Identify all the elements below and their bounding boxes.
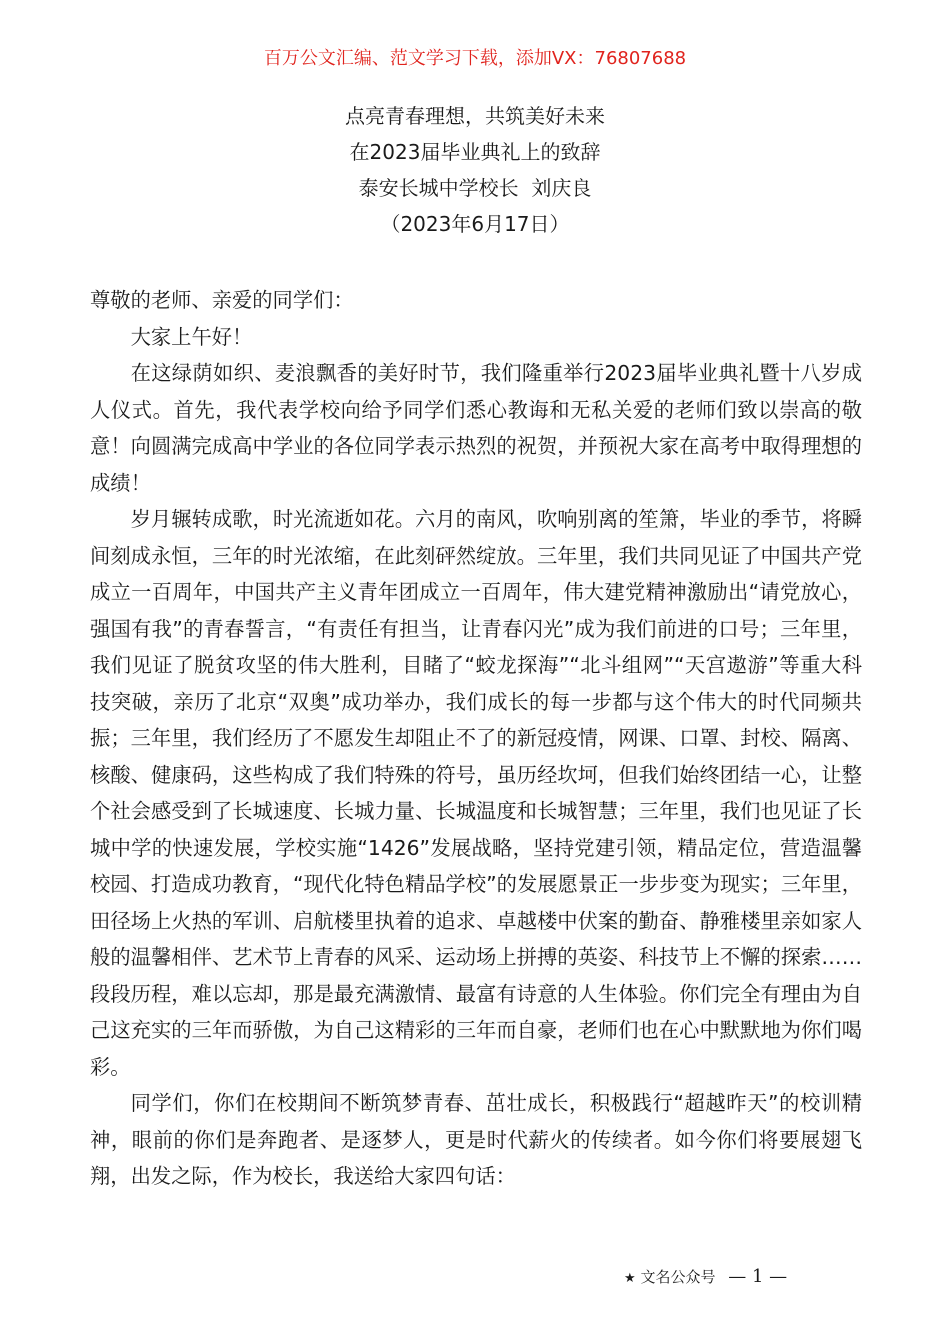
speech-body [90,282,862,1195]
paragraph-2: 岁月辗转成歌，时光流逝如花。六月的南风，吹响别离的笙箫，毕业的季节，将瞬间刻成永恒，三年的时光浓缩，在此刻砰然绽放。三年里，我们共同见证了中国共产党成立一百周年，中国共产主义青年团成立一百周年，伟大建党精神激励出“请党放心，强国有我”的青春誓言，“有责任有担当，让青春闪光”成为我们前进的口号；三年里，我们见证了脱贫攻坚的伟大胜利，目睹了“蛟龙探海”“北斗组网”“天宫遨游”等重大科技突破，亲历了北京“双奥”成功举办，我们成长的每一步都与这个伟大的时代同频共振；三年里，我们经历了不愿发生却阻止不了的新冠疫情，网课、口罩、封校、隔离、核酸、健康码，这些构成了我们特殊的符号，虽历经坎坷，但我们始终团结一心，让整个社会感受到了长城速度、长城力量、长城温度和长城智慧；三年里，我们也见证了长城中学的快速发展，学校实施“1426”发展战略，坚持党建引领，精品定位，营造温馨校园、打造成功教育，“现代化特色精品学校”的发展愿景正一步步变为现实；三年里，田径场上火热的军训、启航楼里执着的追求、卓越楼中伏案的勤奋、静雅楼里亲如家人般的温馨相伴、艺术节上青春的风采、运动场上拼搏的英姿、科技节上不懈的探索……段段历程，难以忘却，那是最充满激情、最富有诗意的人生体验。你们完全有理由为自己这充实的三年而骄傲，为自己这精彩的三年而自豪，老师们也在心中默默地为你们喝彩。 [90,507,862,1079]
page-number: — 1 — [728,1266,788,1287]
watermark-text: 百万公文汇编、范文学习下载，添加VX：76807688 [263,48,687,69]
speech-title: 点亮青春理想，共筑美好未来 [345,104,605,128]
star-icon: ★ [624,1271,636,1286]
salutation: 尊敬的老师、亲爱的同学们： [90,288,354,312]
footer-label: 文名公众号 [640,1268,716,1286]
paragraph-3: 同学们，你们在校期间不断筑梦青春、茁壮成长，积极践行“超越昨天”的校训精神，眼前的你们是奔跑者、是逐梦人，更是时代薪火的传续者。如今你们将要展翅飞翔，出发之际，作为校长，我送给大家四句话： [90,1091,862,1188]
speech-date: （2023年6月17日） [380,212,570,236]
greeting: 大家上午好！ [130,324,253,349]
paragraph-1: 在这绿荫如织、麦浪飘香的美好时节，我们隆重举行2023届毕业典礼暨十八岁成人仪式。首先，我代表学校向给予同学们悉心教诲和无私关爱的老师们致以崇高的敬意！向圆满完成高中学业的各位同学表示热烈的祝贺，并预祝大家在高考中取得理想的成绩！ [90,361,862,495]
title-block [0,98,950,242]
speech-subtitle: 在2023届毕业典礼上的致辞 [349,140,601,164]
speaker-line: 泰安长城中学校长 刘庆良 [358,176,592,200]
page-footer [624,1266,787,1290]
